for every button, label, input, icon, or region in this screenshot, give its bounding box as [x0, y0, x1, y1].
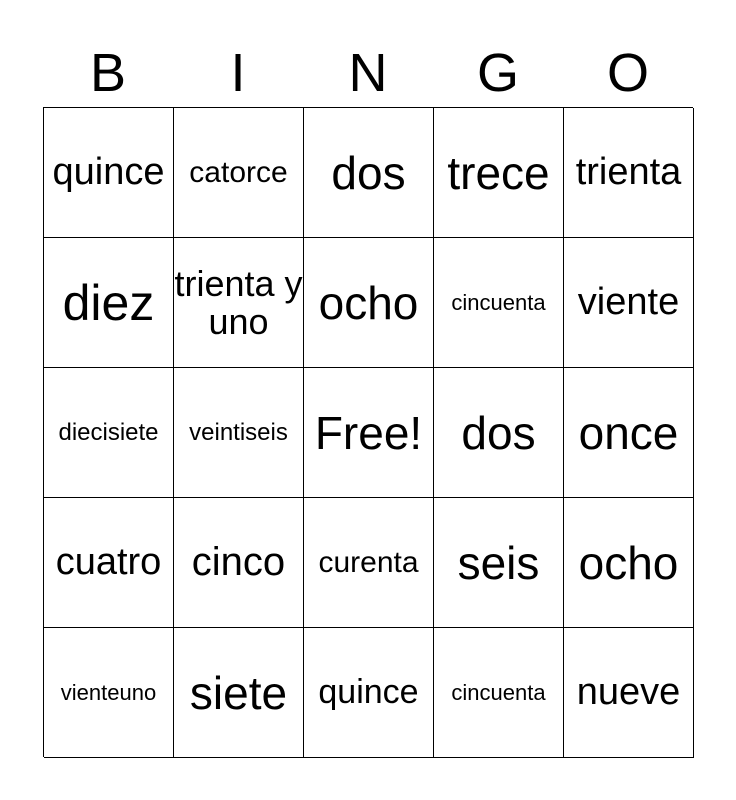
bingo-cell[interactable]	[44, 108, 174, 238]
bingo-cell[interactable]	[174, 498, 304, 628]
bingo-cell-free[interactable]	[304, 368, 434, 498]
header-letter-b: B	[89, 43, 127, 103]
cell-label: nueve	[576, 671, 681, 713]
bingo-cell[interactable]	[44, 498, 174, 628]
header-letter-g: G	[476, 43, 519, 103]
cell-label: cincuenta	[451, 289, 546, 315]
cell-label: trece	[447, 146, 550, 199]
cell-label: cuatro	[55, 541, 162, 583]
cell-label: diez	[62, 274, 155, 331]
bingo-cell[interactable]	[434, 368, 564, 498]
cell-label: viente	[577, 281, 680, 323]
cell-label: curenta	[318, 545, 419, 579]
bingo-cell[interactable]	[174, 108, 304, 238]
bingo-cell[interactable]	[44, 238, 174, 368]
cell-label: trienta	[575, 151, 682, 193]
header-letter-o: O	[606, 43, 649, 103]
cell-label: ocho	[578, 536, 679, 589]
bingo-grid	[43, 107, 693, 757]
cell-label: dos	[461, 406, 536, 459]
cell-label: vienteuno	[60, 679, 157, 705]
cell-label: dos	[331, 146, 406, 199]
bingo-cell[interactable]	[434, 628, 564, 758]
bingo-cell[interactable]	[174, 368, 304, 498]
header-letter-i: I	[230, 43, 246, 103]
bingo-header	[43, 40, 693, 106]
bingo-cell[interactable]	[44, 368, 174, 498]
bingo-cell[interactable]	[434, 498, 564, 628]
cell-label: catorce	[189, 155, 288, 189]
bingo-cell[interactable]	[564, 108, 694, 238]
cell-label: siete	[189, 666, 288, 719]
cell-label: diecisiete	[58, 418, 159, 446]
bingo-cell[interactable]	[564, 498, 694, 628]
cell-label: quince	[318, 673, 419, 711]
bingo-cell[interactable]	[44, 628, 174, 758]
header-letter-n: N	[348, 43, 388, 103]
cell-label: quince	[52, 151, 165, 193]
cell-label: ocho	[318, 276, 419, 329]
bingo-cell[interactable]	[434, 108, 564, 238]
bingo-cell[interactable]	[564, 628, 694, 758]
bingo-cell[interactable]	[564, 238, 694, 368]
bingo-cell[interactable]	[304, 498, 434, 628]
bingo-cell[interactable]	[304, 238, 434, 368]
cell-label: trienta y uno	[174, 262, 303, 342]
cell-label: seis	[457, 536, 540, 589]
bingo-cell[interactable]	[564, 368, 694, 498]
bingo-cell[interactable]	[174, 238, 304, 368]
bingo-cell[interactable]	[304, 108, 434, 238]
cell-label: cincuenta	[451, 679, 546, 705]
cell-label: cinco	[191, 540, 286, 584]
cell-label: veintiseis	[189, 418, 288, 446]
bingo-cell[interactable]	[174, 628, 304, 758]
cell-label: once	[578, 406, 679, 459]
cell-label: Free!	[314, 406, 423, 459]
bingo-cell[interactable]	[434, 238, 564, 368]
bingo-cell[interactable]	[304, 628, 434, 758]
